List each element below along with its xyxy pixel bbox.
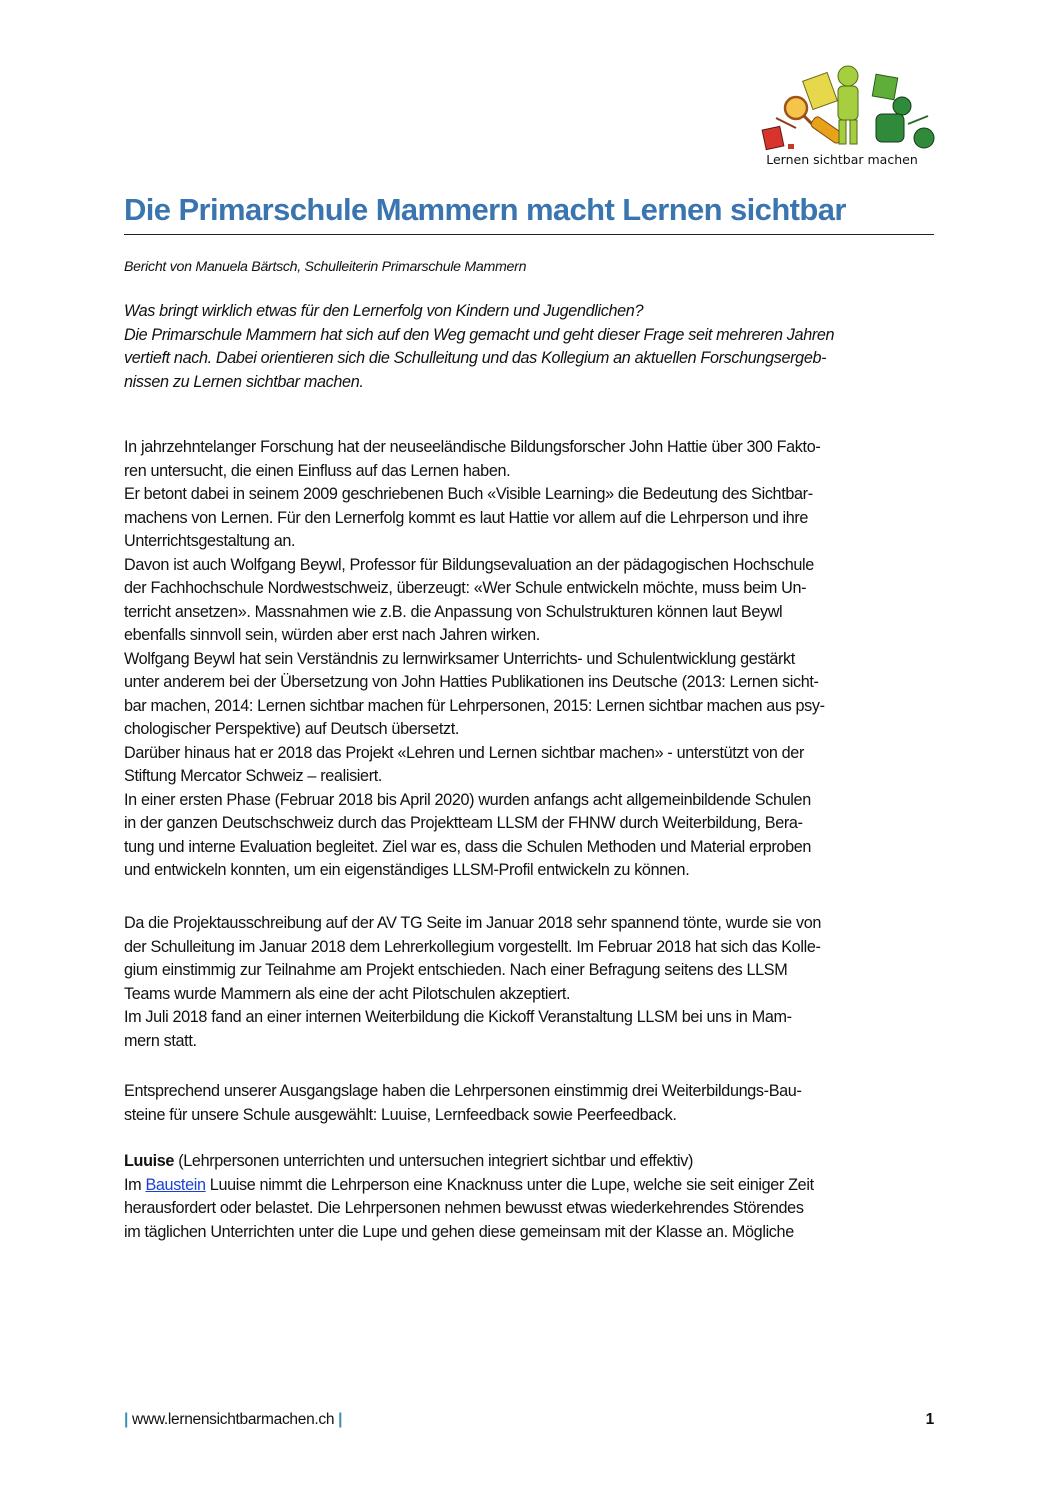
logo: [752, 62, 948, 174]
body-line: der Fachhochschule Nordwestschweiz, überzeugt: «Wer Schule entwickeln möchte, muss beim Un-: [124, 579, 807, 597]
body-section-bausteine: [124, 1080, 944, 1127]
logo-illustration-icon: [752, 62, 948, 154]
page-number: 1: [925, 1411, 934, 1428]
body-section-mammern: [124, 912, 944, 1053]
body-line: In jahrzehntelanger Forschung hat der neuseeländische Bildungsforscher John Hattie über 300 Fakto-: [124, 438, 821, 456]
lead-line: vertieft nach. Dabei orientieren sich die Schulleitung und das Kollegium an aktuellen Forschungsergeb-: [124, 349, 827, 367]
body-line: Wolfgang Beywl hat sein Verständnis zu lernwirksamer Unterrichts- und Schulentwicklung gestärkt: [124, 649, 795, 668]
body-line: in der ganzen Deutschschweiz durch das Projektteam LLSM der FHNW durch Weiterbildung, Bera-: [124, 814, 803, 832]
body-line: Stiftung Mercator Schweiz – realisiert.: [124, 767, 383, 785]
byline: Bericht von Manuela Bärtsch, Schulleiterin Primarschule Mammern: [124, 259, 527, 275]
title-divider: [124, 234, 934, 235]
body-line: mern statt.: [124, 1031, 197, 1050]
lead-line: Was bringt wirklich etwas für den Lernerfolg von Kindern und Jugendlichen?: [124, 302, 644, 320]
body-line: steine für unsere Schule ausgewählt: Luuise, Lernfeedback sowie Peerfeedback.: [124, 1105, 677, 1124]
footer-url[interactable]: www.lernensichtbarmachen.ch: [128, 1411, 339, 1428]
logo-caption: Lernen sichtbar machen: [766, 152, 918, 167]
footer-bar-left: |: [124, 1411, 129, 1428]
lead-line: nissen zu Lernen sichtbar machen.: [124, 372, 364, 391]
body-line: und entwickeln konnten, um ein eigenständiges LLSM-Profil entwickeln zu können.: [124, 861, 690, 879]
body-line: [124, 1174, 944, 1198]
body-line: Unterrichtsgestaltung an.: [124, 532, 296, 550]
body-line: machens von Lernen. Für den Lernerfolg kommt es laut Hattie vor allem auf die Lehrperson und ihre: [124, 508, 809, 527]
section-heading-bold: Luuise: [124, 1152, 175, 1170]
page-footer: [124, 1411, 934, 1433]
body-line: im täglichen Unterrichten unter die Lupe und gehen diese gemeinsam mit der Klasse an. Mögliche: [124, 1222, 794, 1241]
body-line: bar machen, 2014: Lernen sichtbar machen für Lehrpersonen, 2015: Lernen sichtbar machen aus psy-: [124, 696, 825, 715]
footer-bar-right: |: [338, 1411, 343, 1428]
body-line: Im Juli 2018 fand an einer internen Weiterbildung die Kickoff Veranstaltung LLSM bei uns in Mam-: [124, 1008, 792, 1026]
body-line: tung und interne Evaluation begleitet. Ziel war es, dass die Schulen Methoden und Material erproben: [124, 837, 812, 856]
body-line: unter anderem bei der Übersetzung von John Hatties Publikationen ins Deutsche (2013: Lernen sicht-: [124, 673, 819, 691]
body-text: Im: [124, 1175, 146, 1194]
body-line: Entsprechend unserer Ausgangslage haben die Lehrpersonen einstimmig drei Weiterbildungs-Bau-: [124, 1082, 802, 1100]
body-line: der Schulleitung im Januar 2018 dem Lehrerkollegium vorgestellt. Im Februar 2018 hat sich das Kolle-: [124, 937, 821, 956]
body-line: herausfordert oder belastet. Die Lehrpersonen nehmen bewusst etwas wiederkehrendes Störendes: [124, 1199, 804, 1217]
body-line: In einer ersten Phase (Februar 2018 bis April 2020) wurden anfangs acht allgemeinbildende Schulen: [124, 790, 811, 809]
body-line: terricht ansetzen». Massnahmen wie z.B. die Anpassung von Schulstrukturen können laut Beywl: [124, 602, 783, 621]
body-line: Teams wurde Mammern als eine der acht Pilotschulen akzeptiert.: [124, 984, 571, 1003]
baustein-link[interactable]: Baustein: [145, 1175, 206, 1194]
body-line: ren untersucht, die einen Einfluss auf das Lernen haben.: [124, 461, 511, 480]
body-line: ebenfalls sinnvoll sein, würden aber erst nach Jahren wirken.: [124, 626, 540, 644]
body-section-hattie: [124, 436, 944, 883]
body-line: Da die Projektausschreibung auf der AV TG Seite im Januar 2018 sehr spannend tönte, wurde sie von: [124, 914, 822, 932]
body-line: chologischer Perspektive) auf Deutsch übersetzt.: [124, 720, 460, 738]
page-title: Die Primarschule Mammern macht Lernen sichtbar: [124, 192, 846, 227]
body-line: Darüber hinaus hat er 2018 das Projekt «Lehren und Lernen sichtbar machen» - unterstützt von der: [124, 743, 804, 762]
body-line: Davon ist auch Wolfgang Beywl, Professor für Bildungsevaluation an der pädagogischen Hochschule: [124, 555, 814, 574]
section-heading: [124, 1150, 944, 1174]
body-line: gium einstimmig zur Teilnahme am Projekt entschieden. Nach einer Befragung seitens des LLSM: [124, 961, 788, 979]
body-section-luuise: [124, 1150, 944, 1244]
body-line: Er betont dabei in seinem 2009 geschriebenen Buch «Visible Learning» die Bedeutung des Sichtbar-: [124, 485, 813, 503]
lead-paragraph: [124, 300, 944, 394]
lead-line: Die Primarschule Mammern hat sich auf den Weg gemacht und geht dieser Frage seit mehreren Jahren: [124, 325, 835, 344]
body-text: Luuise nimmt die Lehrperson eine Knacknuss unter die Lupe, welche sie seit einiger Zeit: [205, 1175, 814, 1194]
section-heading-rest: (Lehrpersonen unterrichten und untersuchen integriert sichtbar und effektiv): [174, 1152, 694, 1170]
